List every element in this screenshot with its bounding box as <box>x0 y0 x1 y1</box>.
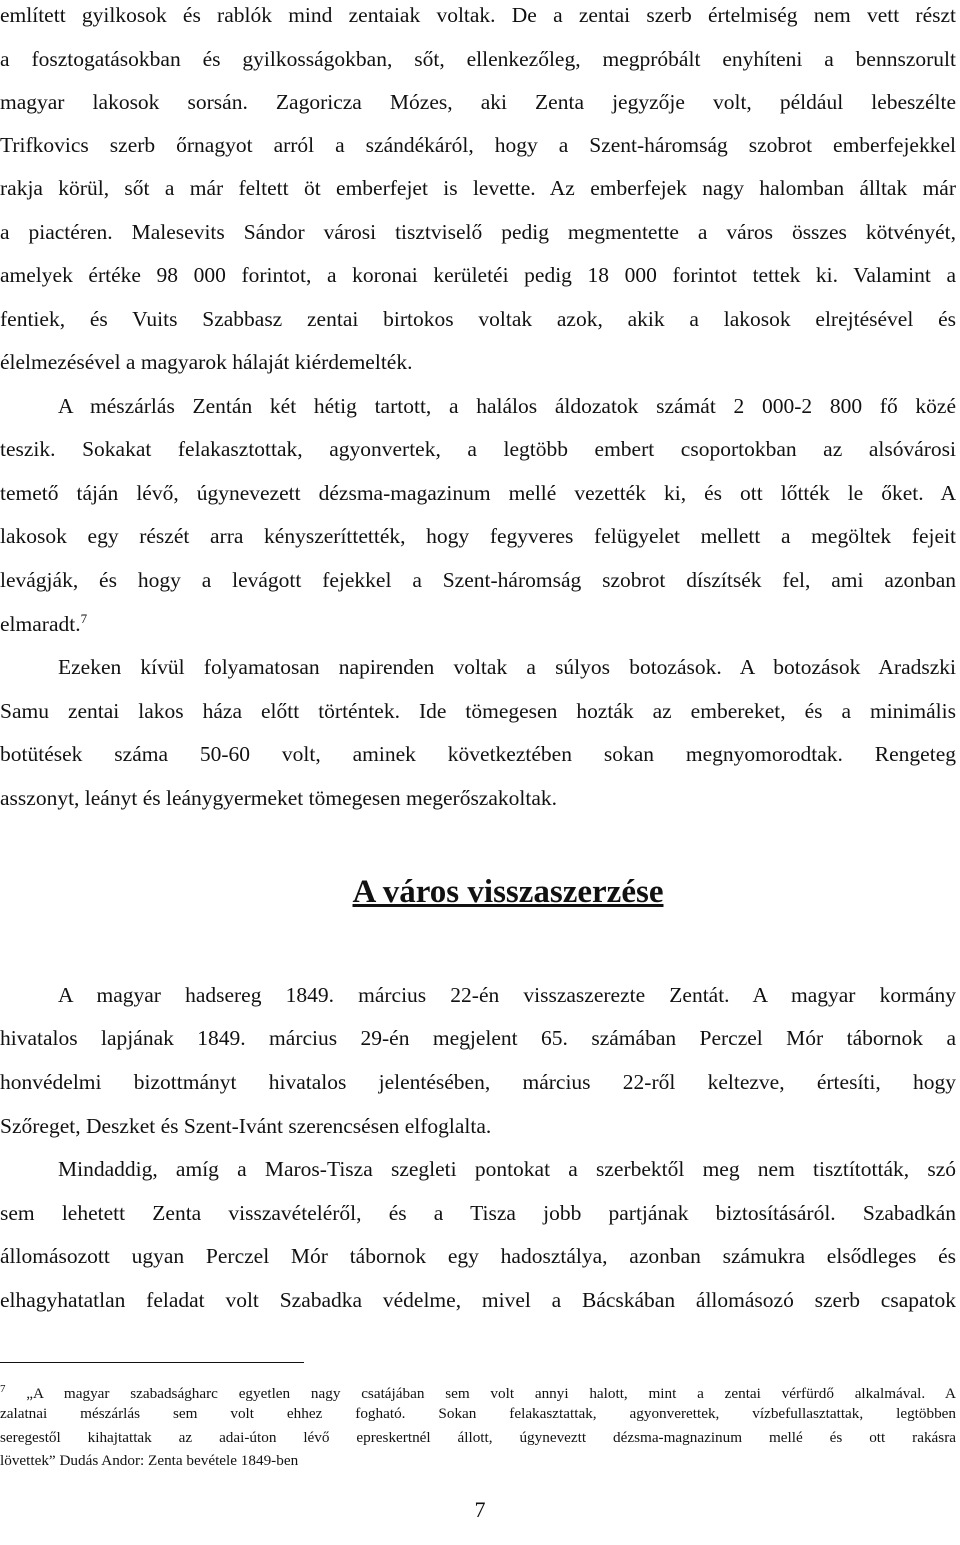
text-line: sem lehetett Zenta visszavételéről, és a Tisza jobb partjának biztosításáról. Szabadkán <box>0 1201 956 1225</box>
text-line: botütések száma 50-60 volt, aminek következtében sokan megnyomorodtak. Rengeteg <box>0 742 956 766</box>
text-line: a fosztogatásokban és gyilkosságokban, sőt, ellenkezőleg, megpróbált enyhíteni a bennszorult <box>0 47 956 71</box>
text-line: fentiek, és Vuits Szabbasz zentai birtokos voltak azok, akik a lakosok elrejtésével és <box>0 307 956 331</box>
text-line: A mészárlás Zentán két hétig tartott, a halálos áldozatok számát 2 000-2 800 fő közé <box>58 394 956 418</box>
text-line: A magyar hadsereg 1849. március 22-én visszaszerezte Zentát. A magyar kormány <box>58 983 956 1007</box>
text-line: magyar lakosok sorsán. Zagoricza Mózes, aki Zenta jegyzője volt, például lebeszélte <box>0 90 956 114</box>
text-line: asszonyt, leányt és leánygyermeket tömegesen megerőszakoltak. <box>0 786 558 810</box>
page-number: 7 <box>474 1497 486 1522</box>
text-line: Samu zentai lakos háza előtt történtek. Ide tömegesen hozták az embereket, és a minimális <box>0 699 956 723</box>
footnote-text: „A magyar szabadságharc egyetlen nagy csatájában sem volt annyi halott, mint a zentai vérfürdő alkalmával. A <box>26 1385 957 1402</box>
footnote-number: 7 <box>0 1383 6 1395</box>
text-line: levágják, és hogy a levágott fejekkel a Szent-háromság szobrot díszítsék fel, ami azonban <box>0 568 956 592</box>
text-line: rakja körül, sőt a már feltett öt emberfejet is levette. Az emberfejek nagy halomban álltak már <box>0 176 956 200</box>
text-span: elmaradt. <box>0 612 81 636</box>
text-line: lakosok egy részét arra kényszeríttették, hogy fegyveres felügyelet mellett a megöltek fejeit <box>0 524 956 548</box>
text-line: a piactéren. Malesevits Sándor városi tisztviselő pedig megmentette a város összes kötvényét, <box>0 220 956 244</box>
text-line: állomásozott ugyan Perczel Mór tábornok egy hadosztálya, azonban számukra elsődleges és <box>0 1244 956 1268</box>
text-line: teszik. Sokakat felakasztottak, agyonvertek, a legtöbb embert csoportokban az alsóvárosi <box>0 437 956 461</box>
footnote-line: zalatnai mészárlás sem volt ehhez fogható. Sokan felakasztattak, agyonverettek, vízbefullasztattak, legtöbben <box>0 1405 956 1422</box>
text-line: élelmezésével a magyarok hálaját kiérdemelték. <box>0 350 413 374</box>
footnote-reference[interactable]: 7 <box>80 610 88 626</box>
text-line: hivatalos lapjának 1849. március 29-én megjelent 65. számában Perczel Mór tábornok a <box>0 1026 956 1050</box>
text-line: Ezeken kívül folyamatosan napirenden voltak a súlyos botozások. A botozások Aradszki <box>58 655 956 679</box>
text-line: Trifkovics szerb őrnagyot arról a szándékáról, hogy a Szent-háromság szobrot emberfejekkel <box>0 133 956 157</box>
text-line: említett gyilkosok és rablók mind zentaiak voltak. De a zentai szerb értelmiség nem vett részt <box>0 3 956 27</box>
footnote-line: lövettek” Dudás Andor: Zenta bevétele 1849-ben <box>0 1452 299 1469</box>
text-line: honvédelmi bizottmányt hivatalos jelentésében, március 22-ről keltezve, értesíti, hogy <box>0 1070 956 1094</box>
footnote-line <box>0 1379 956 1404</box>
text-line: Szőreget, Deszket és Szent-Ivánt szerencsésen elfoglalta. <box>0 1114 492 1138</box>
section-heading: A város visszaszerzése <box>352 874 664 910</box>
footnote-separator <box>0 1362 304 1363</box>
text-line: temető táján lévő, úgynevezett dézsma-magazinum mellé vezették ki, és ott lőtték le őket. A <box>0 481 956 505</box>
text-line <box>0 610 956 638</box>
footnote-line: seregestől kihajtattak az adai-úton lévő epreskertnél állott, úgyneveztt dézsma-magnazinum mellé és ott rakásra <box>0 1429 956 1446</box>
text-line: elhagyhatatlan feladat volt Szabadka védelme, mivel a Bácskában állomásozó szerb csapatok <box>0 1288 956 1312</box>
text-line: Mindaddig, amíg a Maros-Tisza szegleti pontokat a szerbektől meg nem tisztították, szó <box>58 1157 956 1181</box>
text-line: amelyek értéke 98 000 forintot, a koronai kerületéi pedig 18 000 forintot tettek ki. Valamint a <box>0 263 956 287</box>
